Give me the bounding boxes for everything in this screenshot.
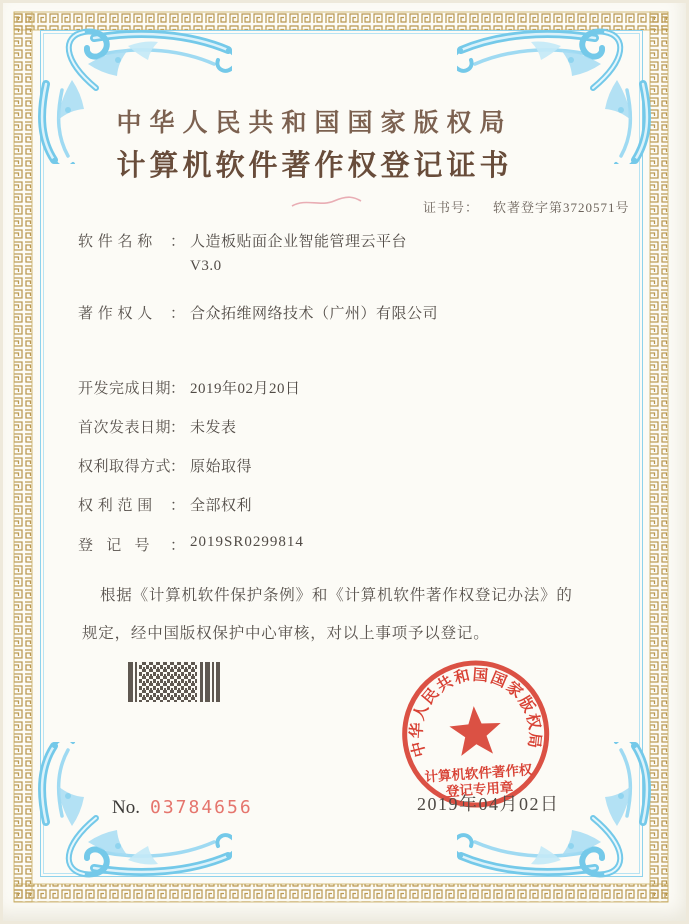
field-row-acquisition-method	[78, 455, 252, 476]
certificate-number-label: 证书号：	[423, 200, 480, 215]
serial-label: No.	[112, 797, 140, 818]
serial-value: 03784656	[149, 797, 253, 818]
field-row-rights-scope	[78, 494, 252, 515]
field-row-software-name	[78, 230, 407, 275]
copyright-owner: 合众拓维网络技术（广州）有限公司	[190, 306, 439, 322]
certificate-number-value: 软著登字第3720571号	[493, 200, 630, 215]
star-icon	[448, 704, 503, 756]
field-label: 权 利 范 围	[78, 498, 153, 514]
red-pen-mark	[290, 194, 364, 210]
field-colon: ：	[170, 420, 186, 436]
barcode	[128, 662, 230, 702]
software-name: 人造板贴面企业智能管理云平台	[190, 234, 408, 250]
statement-line: 根据《计算机软件保护条例》和《计算机软件著作权登记办法》的	[100, 587, 573, 604]
field-row-first-publish-date	[78, 416, 237, 437]
field-colon: ：	[170, 234, 186, 250]
registration-statement	[82, 577, 582, 653]
seal-text-line1: 计算机软件著作权	[424, 762, 533, 785]
completion-date: 2019年02月20日	[190, 381, 301, 397]
field-label: 软 件 名 称	[78, 234, 153, 250]
certificate-title: 计算机软件著作权登记证书	[116, 150, 513, 182]
seal-date: 2019年04月02日	[417, 794, 560, 814]
rights-scope: 全部权利	[190, 498, 253, 514]
issuing-authority: 中华人民共和国国家版权局	[116, 110, 513, 137]
field-colon: ：	[170, 459, 186, 475]
field-value	[190, 230, 407, 275]
field-label: 首次发表日期	[78, 420, 172, 436]
field-colon: ：	[170, 306, 186, 322]
field-label: 开发完成日期	[78, 381, 172, 397]
statement-line: 规定，经中国版权保护中心审核，对以上事项予以登记。	[82, 625, 490, 642]
field-label: 著 作 权 人	[78, 306, 153, 322]
serial-number-line	[112, 797, 253, 819]
field-row-registration-number	[78, 534, 304, 555]
certificate-number-line	[423, 197, 630, 216]
field-row-copyright-owner	[78, 302, 438, 323]
seal-ring-text: 中华人民共和国国家版权局	[408, 666, 544, 759]
acquisition-method: 原始取得	[190, 459, 253, 475]
first-publish-date: 未发表	[190, 420, 237, 436]
field-colon: ：	[170, 538, 186, 554]
field-colon: ：	[170, 381, 186, 397]
field-label: 登 记 号	[78, 538, 151, 554]
seal-text-line2: 登记专用章	[445, 779, 514, 800]
field-colon: ：	[170, 498, 186, 514]
field-label: 权利取得方式	[78, 459, 172, 475]
registration-number: 2019SR0299814	[190, 534, 304, 550]
software-version: V3.0	[190, 258, 222, 274]
field-row-completion-date	[78, 377, 301, 398]
